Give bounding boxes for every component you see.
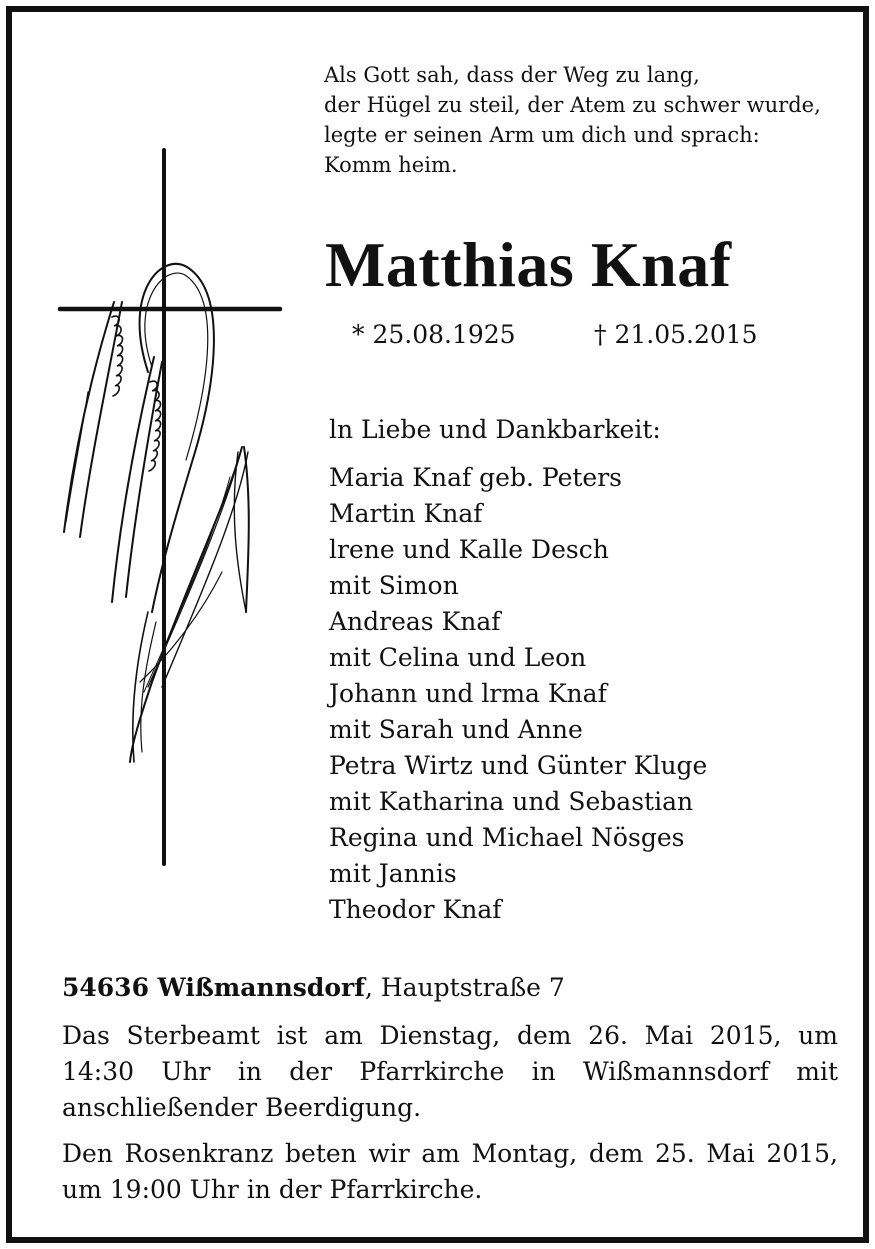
list-item: Petra Wirtz und Günter Kluge: [329, 751, 708, 780]
poem-line: legte er seinen Arm um dich und sprach:: [324, 123, 760, 147]
memorial-poem: [324, 60, 864, 180]
death-date: † 21.05.2015: [594, 320, 758, 349]
list-item: Johann und lrma Knaf: [329, 679, 607, 708]
deceased-name: Matthias Knaf: [325, 229, 732, 300]
address-place: 54636 Wißmannsdorf: [62, 973, 365, 1002]
birth-date: * 25.08.1925: [352, 320, 516, 349]
list-item: Andreas Knaf: [329, 607, 501, 636]
funeral-service-info: Das Sterbeamt ist am Dienstag, dem 26. Mai 2015, um 14:30 Uhr in der Pfarrkirche in Wißmannsdorf mit anschließender Beerdigung.: [62, 1021, 838, 1122]
poem-line: der Hügel zu steil, der Atem zu schwer wurde,: [324, 93, 821, 117]
list-item: mit Jannis: [329, 859, 457, 888]
family-address: [62, 969, 565, 1007]
list-item: lrene und Kalle Desch: [329, 535, 609, 564]
list-item: Theodor Knaf: [329, 895, 502, 924]
address-street: , Hauptstraße 7: [364, 973, 565, 1002]
obituary-notice: [6, 6, 869, 1243]
life-dates: [352, 317, 758, 353]
list-item: Martin Knaf: [329, 499, 483, 528]
thanks-heading: ln Liebe und Dankbarkeit:: [329, 415, 661, 444]
rosary-info: Den Rosenkranz beten wir am Montag, dem 25. Mai 2015, um 19:00 Uhr in der Pfarrkirche.: [62, 1139, 838, 1204]
poem-line: Als Gott sah, dass der Weg zu lang,: [324, 63, 700, 87]
list-item: mit Katharina und Sebastian: [329, 787, 694, 816]
list-item: Regina und Michael Nösges: [329, 823, 685, 852]
cross-with-wheat-icon: [52, 142, 292, 872]
list-item: mit Sarah und Anne: [329, 715, 583, 744]
list-item: mit Celina und Leon: [329, 643, 587, 672]
list-item: Maria Knaf geb. Peters: [329, 463, 622, 492]
mourners-list: [329, 460, 707, 928]
list-item: mit Simon: [329, 571, 459, 600]
poem-line: Komm heim.: [324, 153, 458, 177]
